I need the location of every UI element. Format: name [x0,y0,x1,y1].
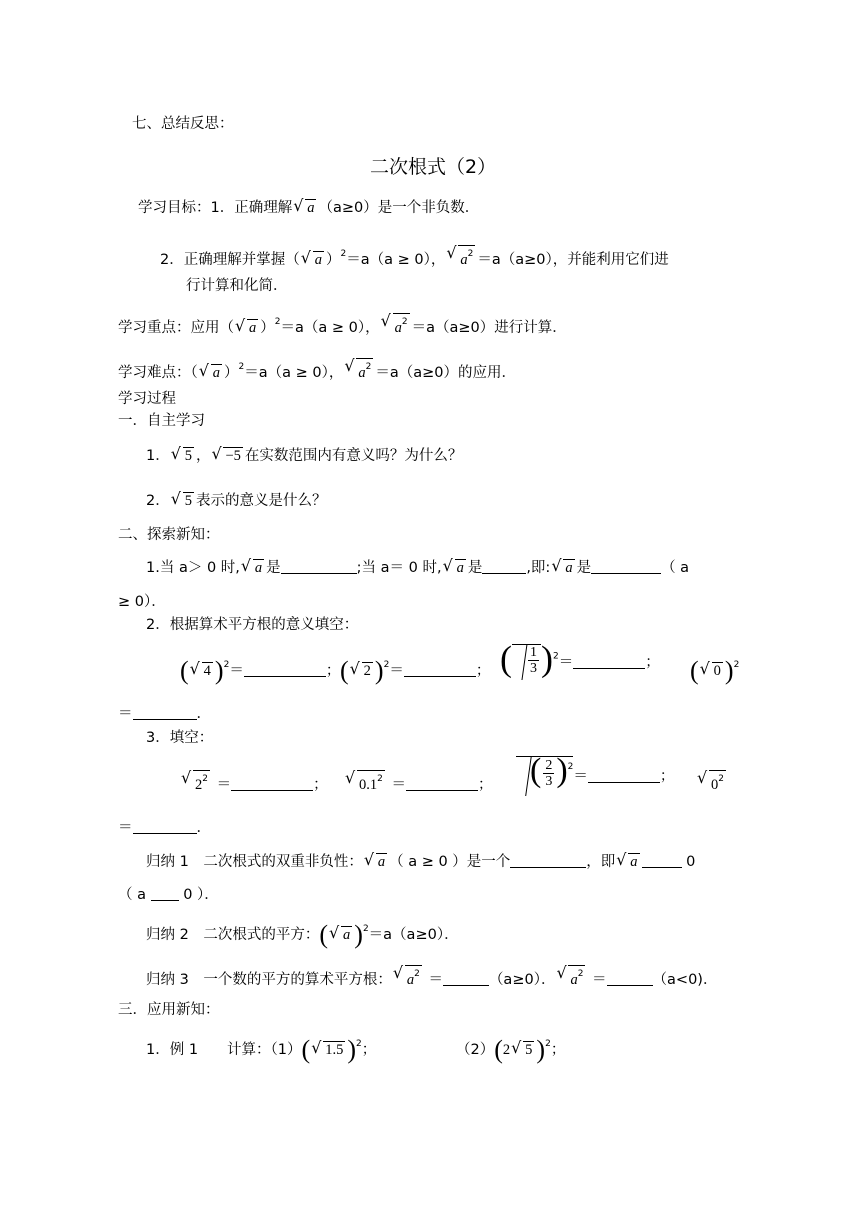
answer-blank[interactable] [482,559,526,574]
summary-2: 归纳 2 二次根式的平方：(√ a )$^2$＝a（a≥0）． [146,919,459,945]
e1-text-d: 是 [467,560,483,576]
key-paren: ） [260,320,275,336]
goal2-text-pre: 2．正确理解并掌握（ [160,252,300,268]
summary-3: 归纳 3 一个数的平方的算术平方根：√ $a^2 = (a\ge 0)$．√ $a^2 = (a<0)$． [146,965,717,990]
sqrt-a: √ a [294,198,316,218]
answer-blank[interactable] [133,705,197,720]
sqrt-a: √ a [444,558,466,578]
sqrt-a: √ a [552,558,574,578]
learning-difficulty [118,357,516,383]
key-text-mid: ＝a（a ≥ 0）， [280,320,380,336]
sqrt-5: √ 5 [172,446,194,466]
fill-expr-sqrt-01-squared: √ $0.1^2$ ＝ ； [344,770,492,795]
fill-expr-sqrt-2-squared: √ $2^2$ ＝ ； [180,770,328,795]
q1-text: 在实数范围内有意义吗？为什么？ [244,448,463,464]
answer-blank[interactable] [443,971,489,986]
e1-text-f: 是 [576,560,592,576]
e1-text-c: ;当 a＝ 0 时, [356,560,442,576]
key-text-pre: 学习重点：应用（ [118,320,234,336]
exponent: 2 [238,362,245,372]
answer-blank[interactable] [607,971,653,986]
sqrt-a-squared: √ $a^2$ [382,313,410,338]
answer-blank[interactable] [406,776,478,791]
question-1: 1．√ 5 ，√ −5 在实数范围内有意义吗？为什么？ [146,446,462,466]
goal1-text-post: （a≥0）是一个非负数． [318,200,480,216]
fill-expr-sqrt2-squared: (√ 2 )$^2$＝ ； [340,655,490,681]
answer-blank[interactable] [281,559,357,574]
question-2 [146,491,326,511]
goal2-text-post: ＝a（a≥0），并能利用它们进 [477,252,669,268]
sqrt-a: √ a [242,558,264,578]
goal2-text-mid: ＝a（a ≥ 0）， [346,252,446,268]
answer-blank[interactable] [573,654,645,669]
goal-label: 学习目标： [138,200,211,216]
sqrt-5: √ 5 [172,491,194,511]
explore-item-1-cont: ≥ 0）． [118,594,166,610]
section-heading-apply: 三．应用新知： [118,1002,220,1018]
example-1: 1．例 1 计算：（1）(√ 1.5 )$^2$； [146,1034,376,1060]
exponent: 2 [274,317,281,327]
sqrt-a-squared: √ $a^2$ [345,358,373,383]
diff-text-post: ＝a（a≥0）的应用． [375,365,516,381]
answer-blank[interactable] [404,662,476,677]
answer-blank[interactable] [642,853,682,868]
fill-expr-sqrt4-squared: (√ 4 )$^2$＝ ； [180,655,340,681]
summary-1: 归纳 1 二次根式的双重非负性：√ a （ a ≥ 0 ）是一个 ，即√ a 0 [146,852,695,872]
learning-goal-2 [160,244,669,270]
key-text-post: ＝a（a≥0）进行计算． [411,320,567,336]
answer-blank[interactable] [588,768,660,783]
learning-goal-2-cont: 行计算和化简． [186,278,288,294]
section-heading-reflection: 七、总结反思： [132,116,234,132]
sqrt-a: √ a [236,318,258,338]
fill-expr-sqrt0-squared: (√ 0 )$^2$ [690,655,739,681]
answer-blank[interactable] [151,886,179,901]
e1-text-e: ,即: [526,560,551,576]
section-heading-self-study: 一．自主学习 [118,413,205,429]
explore-item-1 [146,558,689,578]
diff-text-pre: 学习难点：（ [118,365,198,381]
sqrt-a-squared: √ $a^2$ [447,245,475,270]
e1-text-a: 1.当 a＞ 0 时, [146,560,240,576]
exponent: 2 [340,249,347,259]
e1-text-b: 是 [266,560,281,576]
sqrt-a: √ a [302,250,324,270]
summary-1-cont: （ a 0 ）． [118,887,219,903]
learning-process-heading: 学习过程 [118,391,176,407]
q2-number: 2． [146,493,170,509]
fill-expr-row1-cont: ＝ ． [118,706,211,722]
goal2-paren: ） [325,252,341,268]
answer-blank[interactable] [591,559,661,574]
fill-expr-sqrt-two-thirds-squared: ( $\frac{2}{3}$ )$^2$＝ ； [516,756,674,797]
answer-blank[interactable] [133,819,197,834]
section-heading-explore: 二、探索新知： [118,527,220,543]
fill-expr-sqrt-one-third-squared: ( $\frac{1}{3}$ )$^2$＝ ； [500,644,660,681]
example-1-part-2: （2）(2√ 5 )$^2$； [456,1034,565,1060]
fill-expr-row2-cont: ＝ ． [118,820,211,836]
answer-blank[interactable] [231,776,313,791]
sqrt-neg5: √ −5 [212,446,242,466]
answer-blank[interactable] [510,853,586,868]
learning-key-point [118,312,567,338]
q1-number: 1． [146,448,170,464]
fill-expr-sqrt-0-squared: √ $0^2$ [696,770,728,795]
e1-text-g: （ a [661,560,690,576]
explore-item-2: 2．根据算术平方根的意义填空： [146,617,359,633]
q2-text: 表示的意义是什么？ [195,493,327,509]
diff-paren: ） [224,365,239,381]
sqrt-a: √ a [200,363,222,383]
explore-item-3: 3．填空： [146,730,214,746]
goal1-text-pre: 1．正确理解 [210,200,293,216]
lesson-title: 二次根式（2） [370,156,497,178]
answer-blank[interactable] [244,662,326,677]
learning-goal-1 [138,198,479,218]
diff-text-mid: ＝a（a ≥ 0）， [244,365,344,381]
